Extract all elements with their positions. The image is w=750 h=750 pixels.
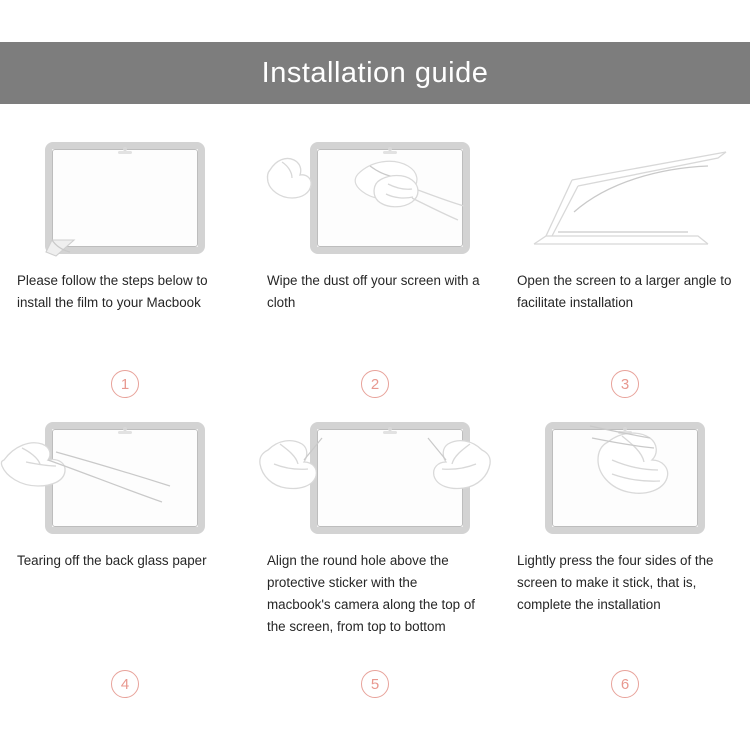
hand-pressing-screen-icon: [512, 416, 738, 536]
film-peel-icon: [12, 136, 238, 256]
step-4-caption: Tearing off the back glass paper: [17, 553, 207, 568]
step-1-caption: Please follow the steps below to install the film to your Macbook: [17, 273, 208, 311]
step-3-illustration: [512, 136, 738, 256]
step-card-4: [0, 408, 250, 708]
steps-row-1: [0, 128, 750, 408]
header-bar: [0, 42, 750, 104]
step-3-caption: Open the screen to a larger angle to facilitate installation: [517, 273, 732, 311]
step-card-6: [500, 408, 750, 708]
step-number-badge: 4: [111, 670, 139, 698]
step-4-number-wrap: [111, 670, 139, 698]
step-4-illustration: [12, 416, 238, 536]
step-number-badge: 2: [361, 370, 389, 398]
step-number-badge: 1: [111, 370, 139, 398]
page-title: Installation guide: [261, 56, 489, 89]
steps-grid: [0, 128, 750, 708]
step-6-number-wrap: [611, 670, 639, 698]
two-hands-aligning-icon: [262, 416, 488, 536]
step-1-number-wrap: [111, 370, 139, 398]
step-card-1: [0, 128, 250, 408]
step-3-number-wrap: [611, 370, 639, 398]
step-5-illustration: [262, 416, 488, 536]
step-number-badge: 3: [611, 370, 639, 398]
step-card-3: [500, 128, 750, 408]
laptop-open-angle-icon: [512, 136, 738, 256]
step-2-caption: Wipe the dust off your screen with a cloth: [267, 273, 480, 311]
step-6-caption: Lightly press the four sides of the screen to make it stick, that is, complete the installation: [517, 553, 714, 613]
hand-tearing-paper-icon: [12, 416, 238, 536]
steps-row-2: [0, 408, 750, 708]
step-5-number-wrap: [361, 670, 389, 698]
step-number-badge: 5: [361, 670, 389, 698]
step-card-2: [250, 128, 500, 408]
step-number-badge: 6: [611, 670, 639, 698]
step-2-illustration: [262, 136, 488, 256]
step-6-illustration: [512, 416, 738, 536]
step-5-caption: Align the round hole above the protective sticker with the macbook's camera along the top of the screen, from top to bottom: [267, 553, 475, 635]
hand-with-cloth-icon: [262, 136, 488, 256]
step-1-illustration: [12, 136, 238, 256]
step-card-5: [250, 408, 500, 708]
step-2-number-wrap: [361, 370, 389, 398]
